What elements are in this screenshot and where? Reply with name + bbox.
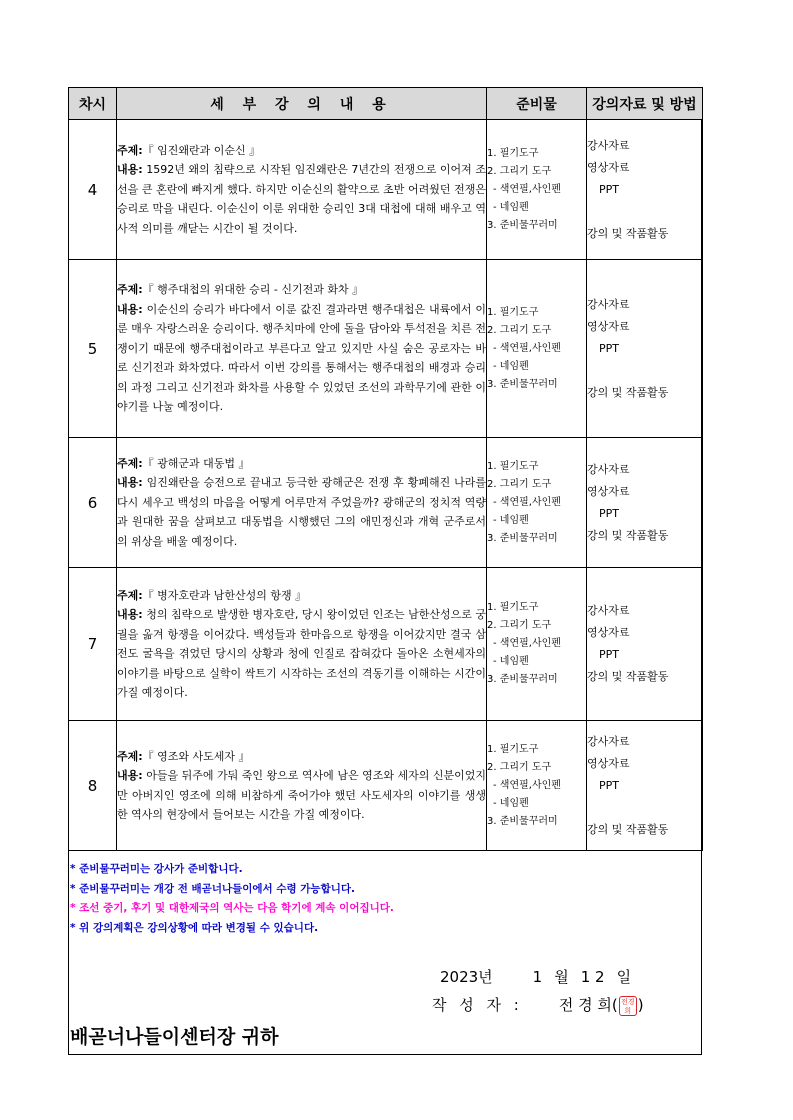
method-cell	[587, 260, 703, 438]
content-label: 내용:	[117, 769, 143, 782]
materials-item: 2. 그리기 도구	[487, 165, 552, 177]
materials-item: 3. 준비물꾸러미	[487, 219, 558, 231]
method-cell	[587, 721, 703, 851]
method-item: 강의 및 작품활동	[587, 385, 669, 399]
materials-cell	[487, 721, 587, 851]
header-materials: 준비물	[487, 88, 587, 120]
note-line: * 위 강의계획은 강의상황에 따라 변경될 수 있습니다.	[70, 921, 319, 934]
session-content	[117, 120, 487, 260]
method-item: 영상자료	[587, 626, 630, 639]
topic-line	[117, 280, 486, 300]
materials-cell	[487, 260, 587, 438]
topic-text: 『 임진왜란과 이순신 』	[142, 143, 261, 157]
topic-label: 주제:	[117, 456, 143, 470]
materials-item: 2. 그리기 도구	[487, 478, 552, 490]
materials-item: 1. 필기도구	[487, 602, 539, 613]
content-label: 내용:	[117, 476, 143, 490]
table-row	[69, 568, 703, 721]
materials-item: - 네임펜	[493, 201, 529, 213]
session-content	[117, 721, 487, 851]
date-day-unit: 일	[616, 968, 632, 986]
materials-item: 2. 그리기 도구	[487, 761, 552, 773]
content-text: 임진왜란을 승전으로 끝내고 등극한 광해군은 전쟁 후 황폐해진 나라를 다시 세우고 백성의 마음을 어떻게 어루만져 주었을까? 광해군의 정치적 역량과 원대한 꿈을 살펴보고 대동법을 시행했던 그의 애민정신과 개혁 군주로서의 위상을 배울 예정이다.	[117, 476, 487, 548]
topic-text: 『 행주대첩의 위대한 승리 - 신기전과 화차 』	[142, 283, 364, 297]
method-cell	[587, 568, 703, 721]
materials-item: 2. 그리기 도구	[487, 620, 552, 631]
topic-text: 『 영조와 사도세자 』	[142, 749, 250, 763]
method-spacer	[587, 360, 702, 382]
method-item: 강사자료	[587, 297, 630, 311]
materials-item: 3. 준비물꾸러미	[487, 532, 558, 544]
table-row	[69, 721, 703, 851]
method-item: 강의 및 작품활동	[587, 822, 669, 836]
method-spacer	[587, 797, 702, 819]
date-month: 1	[532, 968, 543, 986]
materials-item: - 네임펜	[493, 797, 529, 809]
writer-name: 전 경 희(	[558, 996, 618, 1014]
topic-line	[117, 586, 486, 606]
method-item: PPT	[599, 648, 619, 661]
session-number: 6	[69, 438, 117, 568]
method-item: 영상자료	[587, 484, 630, 498]
session-number: 7	[69, 568, 117, 721]
method-item: 강의 및 작품활동	[587, 670, 669, 683]
date-line	[440, 966, 631, 987]
content-text-block	[117, 766, 486, 825]
session-number: 5	[69, 260, 117, 438]
table-row	[69, 120, 703, 260]
session-content	[117, 260, 487, 438]
method-item: 영상자료	[587, 756, 630, 770]
seal-stamp: 전경 희	[619, 996, 637, 1016]
date-month-unit: 월	[554, 968, 569, 986]
content-text: 이순신의 승리가 바다에서 이룬 값진 결과라면 행주대첩은 내륙에서 이룬 매우 자랑스러운 승리이다. 행주치마에 안에 돌을 담아와 투석전을 치른 전쟁이기 때문에 행주대첩이라고 부른다고 알고 있지만 사실 숨은 공로자는 바로 신기전과 화차였다. 따라서 이번 강의를 통해서는 행주대첩의 배경과 승리의 과정 그리고 신기전과 화차를 사용할 수 있었던 조선의 과학무기에 관한 이야기를 나눌 예정이다.	[117, 302, 487, 414]
method-item: PPT	[599, 506, 619, 520]
topic-line	[117, 747, 486, 767]
table-row	[69, 260, 703, 438]
materials-item: 1. 필기도구	[487, 460, 539, 472]
content-label: 내용:	[117, 302, 143, 316]
content-text-block	[117, 300, 486, 417]
session-number: 8	[69, 721, 117, 851]
note-line: * 준비물꾸러미는 강사가 준비합니다.	[70, 863, 243, 875]
topic-label: 주제:	[117, 143, 143, 157]
session-number: 4	[69, 120, 117, 260]
content-text: 청의 침략으로 발생한 병자호란, 당시 왕이었던 인조는 남한산성으로 궁궐을 옮겨 항쟁을 이어갔다. 백성들과 한마음으로 항쟁을 이어갔지만 결국 삼전도 굴욕을 겪었던 당시의 상황과 청에 인질로 잡혀갔다 돌아온 소현세자의 이야기를 바탕으로 실학이 싹트기 시작하는 조선의 격동기를 이해하는 시간이 가질 예정이다.	[117, 608, 487, 699]
materials-item: - 네임펜	[493, 360, 529, 372]
table-row	[69, 438, 703, 568]
lecture-plan-table	[68, 87, 703, 851]
header-content: 세 부 강 의 내 용	[117, 88, 487, 120]
materials-item: 3. 준비물꾸러미	[487, 674, 558, 685]
materials-item: - 색연필,사인펜	[493, 779, 561, 791]
materials-item: 2. 그리기 도구	[487, 324, 552, 336]
header-method: 강의자료 및 방법	[587, 88, 703, 120]
topic-label: 주제:	[117, 749, 143, 763]
method-cell	[587, 120, 703, 260]
method-item: 영상자료	[587, 319, 630, 333]
method-item: PPT	[599, 182, 619, 196]
method-item: 강사자료	[587, 138, 630, 152]
session-content	[117, 568, 487, 721]
method-item: PPT	[599, 778, 619, 792]
content-label: 내용:	[117, 608, 143, 621]
method-item: 강사자료	[587, 734, 630, 748]
method-item: 강사자료	[587, 604, 630, 617]
materials-item: - 색연필,사인펜	[493, 342, 561, 354]
topic-line	[117, 141, 486, 161]
method-item: 강사자료	[587, 462, 630, 476]
method-item: 영상자료	[587, 160, 630, 174]
materials-cell	[487, 568, 587, 721]
writer-line	[432, 994, 644, 1016]
materials-item: - 색연필,사인펜	[493, 183, 561, 195]
content-text-block	[117, 605, 486, 703]
materials-item: 1. 필기도구	[487, 147, 539, 159]
note-line: * 조선 중기, 후기 및 대한제국의 역사는 다음 학기에 계속 이어집니다.	[70, 902, 394, 914]
materials-item: - 색연필,사인펜	[493, 638, 561, 649]
content-text-block	[117, 473, 486, 551]
topic-text: 『 광해군과 대동법 』	[142, 456, 250, 470]
method-spacer	[587, 201, 702, 223]
recipient: 배곧너나들이센터장 귀하	[70, 1026, 279, 1048]
content-label: 내용:	[117, 163, 143, 177]
method-item: 강의 및 작품활동	[587, 528, 669, 542]
method-item: PPT	[599, 341, 619, 355]
materials-cell	[487, 120, 587, 260]
materials-cell	[487, 438, 587, 568]
date-year: 2023년	[440, 968, 493, 986]
method-item: 강의 및 작품활동	[587, 226, 669, 240]
materials-item: - 네임펜	[493, 656, 529, 667]
materials-item: 3. 준비물꾸러미	[487, 378, 558, 390]
header-session: 차시	[69, 88, 117, 120]
content-text: 1592년 왜의 침략으로 시작된 임진왜란은 7년간의 전쟁으로 이어져 조선을 큰 혼란에 빠지게 했다. 하지만 이순신의 활약으로 초반 어려웠던 전쟁은 승리로 막을 내린다. 이순신이 이룬 위대한 승리인 3대 대첩에 대해 배우고 역사적 의미를 깨닫는 시간이 될 것이다.	[117, 163, 487, 235]
date-day: 1 2	[580, 968, 605, 986]
writer-close: )	[637, 996, 644, 1014]
notes-section	[70, 860, 394, 938]
content-text: 아들을 뒤주에 가둬 죽인 왕으로 역사에 남은 영조와 세자의 신분이었지만 아버지인 영조에 의해 비참하게 죽어가야 했던 사도세자의 이야기를 생생한 역사의 현장에서 들어보는 시간을 가질 예정이다.	[117, 769, 487, 821]
materials-item: 1. 필기도구	[487, 306, 539, 318]
materials-item: - 네임펜	[493, 514, 529, 526]
topic-label: 주제:	[117, 588, 143, 602]
topic-line	[117, 454, 486, 474]
materials-item: 3. 준비물꾸러미	[487, 815, 558, 827]
topic-text: 『 병자호란과 남한산성의 항쟁 』	[142, 588, 307, 602]
table-header-row	[69, 88, 703, 120]
materials-item: - 색연필,사인펜	[493, 496, 561, 508]
materials-item: 1. 필기도구	[487, 743, 539, 755]
topic-label: 주제:	[117, 283, 143, 297]
note-line: * 준비물꾸러미는 개강 전 배곧너나들이에서 수령 가능합니다.	[70, 882, 355, 895]
writer-label: 작 성 자 :	[432, 996, 523, 1014]
method-cell	[587, 438, 703, 568]
session-content	[117, 438, 487, 568]
content-text-block	[117, 160, 486, 238]
